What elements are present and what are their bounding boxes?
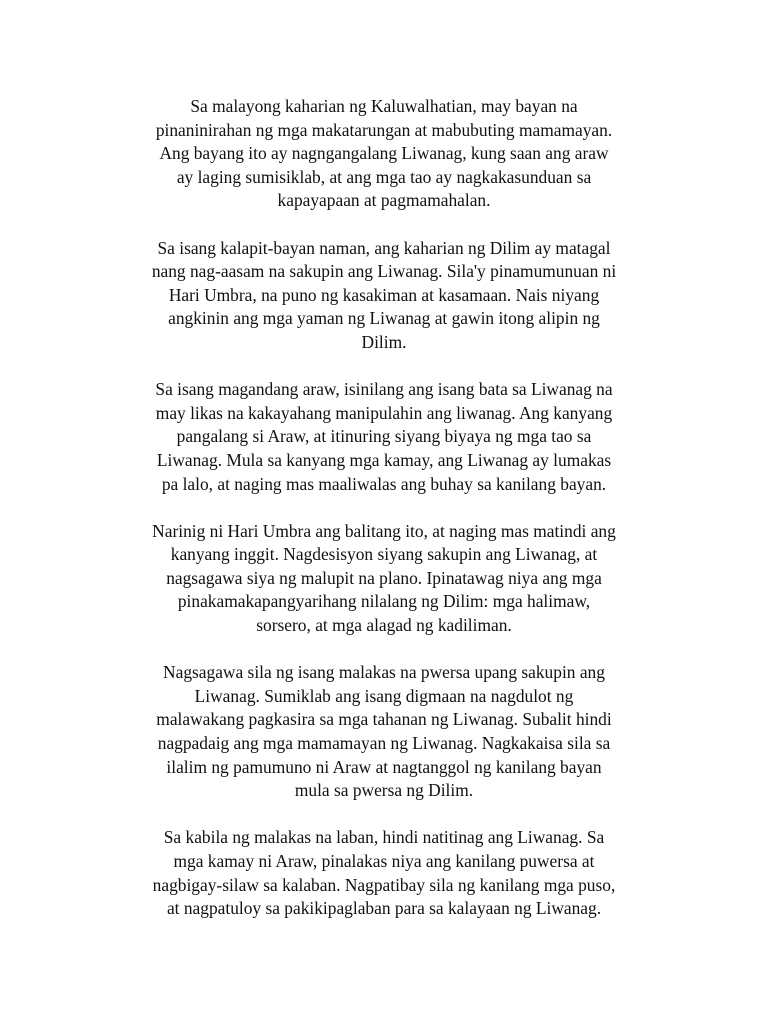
text-line: Liwanag. Sumiklab ang isang digmaan na nagdulot ng (194, 685, 574, 706)
text-line: ilalim ng pamumuno ni Araw at nagtanggol ng kanilang bayan (166, 756, 602, 777)
text-line: mga kamay ni Araw, pinalakas niya ang kanilang puwersa at (173, 851, 595, 871)
text-line: Ang bayang ito ay nagngangalang Liwanag, kung saan ang araw (159, 143, 609, 164)
text-line: Sa malayong kaharian ng Kaluwalhatian, may bayan na (190, 96, 578, 116)
text-line: Dilim. (361, 331, 407, 352)
text-line: malawakang pagkasira sa mga tahanan ng Liwanag. Subalit hindi (156, 709, 612, 730)
text-line: kanyang inggit. Nagdesisyon siyang sakupin ang Liwanag, at (170, 544, 598, 565)
paragraph-5 (120, 661, 648, 803)
paragraph-2 (120, 237, 648, 355)
text-line: nang nag-aasam na sakupin ang Liwanag. Sila'y pinamumunuan ni (151, 261, 617, 282)
text-line: Hari Umbra, na puno ng kasakiman at kasamaan. Nais niyang (168, 284, 600, 305)
text-line: pangalang si Araw, at itinuring siyang biyaya ng mga tao sa (176, 426, 592, 447)
text-line: Sa kabila ng malakas na laban, hindi natitinag ang Liwanag. Sa (163, 827, 605, 848)
text-line: kapayapaan at pagmamahalan. (277, 190, 491, 211)
paragraph-1 (120, 95, 648, 213)
text-line: may likas na kakayahang manipulahin ang liwanag. Ang kanyang (155, 402, 613, 423)
text-line: Narinig ni Hari Umbra ang balitang ito, at naging mas matindi ang (152, 520, 616, 541)
paragraph-6 (120, 826, 648, 920)
text-line: ay laging sumisiklab, at ang mga tao ay nagkakasunduan sa (176, 166, 592, 187)
text-line: nagsagawa siya ng malupit na plano. Ipinatawag niya ang mga (166, 567, 602, 588)
story-text (120, 95, 648, 944)
text-line: at nagpatuloy sa pakikipaglaban para sa kalayaan ng Liwanag. (166, 898, 602, 919)
text-line: Sa isang kalapit-bayan naman, ang kaharian ng Dilim ay matagal (157, 237, 611, 258)
text-line: nagbigay-silaw sa kalaban. Nagpatibay sila ng kanilang mga puso, (152, 874, 616, 895)
text-line: pa lalo, at naging mas maaliwalas ang buhay sa kanilang bayan. (161, 473, 607, 494)
text-line: Nagsagawa sila ng isang malakas na pwersa upang sakupin ang (163, 662, 605, 683)
text-line: nagpadaig ang mga mamamayan ng Liwanag. Nagkakaisa sila sa (157, 733, 611, 754)
text-line: mula sa pwersa ng Dilim. (294, 780, 474, 801)
paragraph-4 (120, 520, 648, 638)
text-line: pinaninirahan ng mga makatarungan at mabubuting mamamayan. (155, 119, 613, 140)
text-line: sorsero, at mga alagad ng kadiliman. (256, 615, 512, 636)
paragraph-3 (120, 378, 648, 496)
text-line: Sa isang magandang araw, isinilang ang isang bata sa Liwanag na (155, 379, 613, 400)
text-line: Liwanag. Mula sa kanyang mga kamay, ang Liwanag ay lumakas (156, 449, 612, 470)
text-line: pinakamakapangyarihang nilalang ng Dilim: mga halimaw, (177, 591, 591, 612)
text-line: angkinin ang mga yaman ng Liwanag at gawin itong alipin ng (168, 308, 600, 329)
